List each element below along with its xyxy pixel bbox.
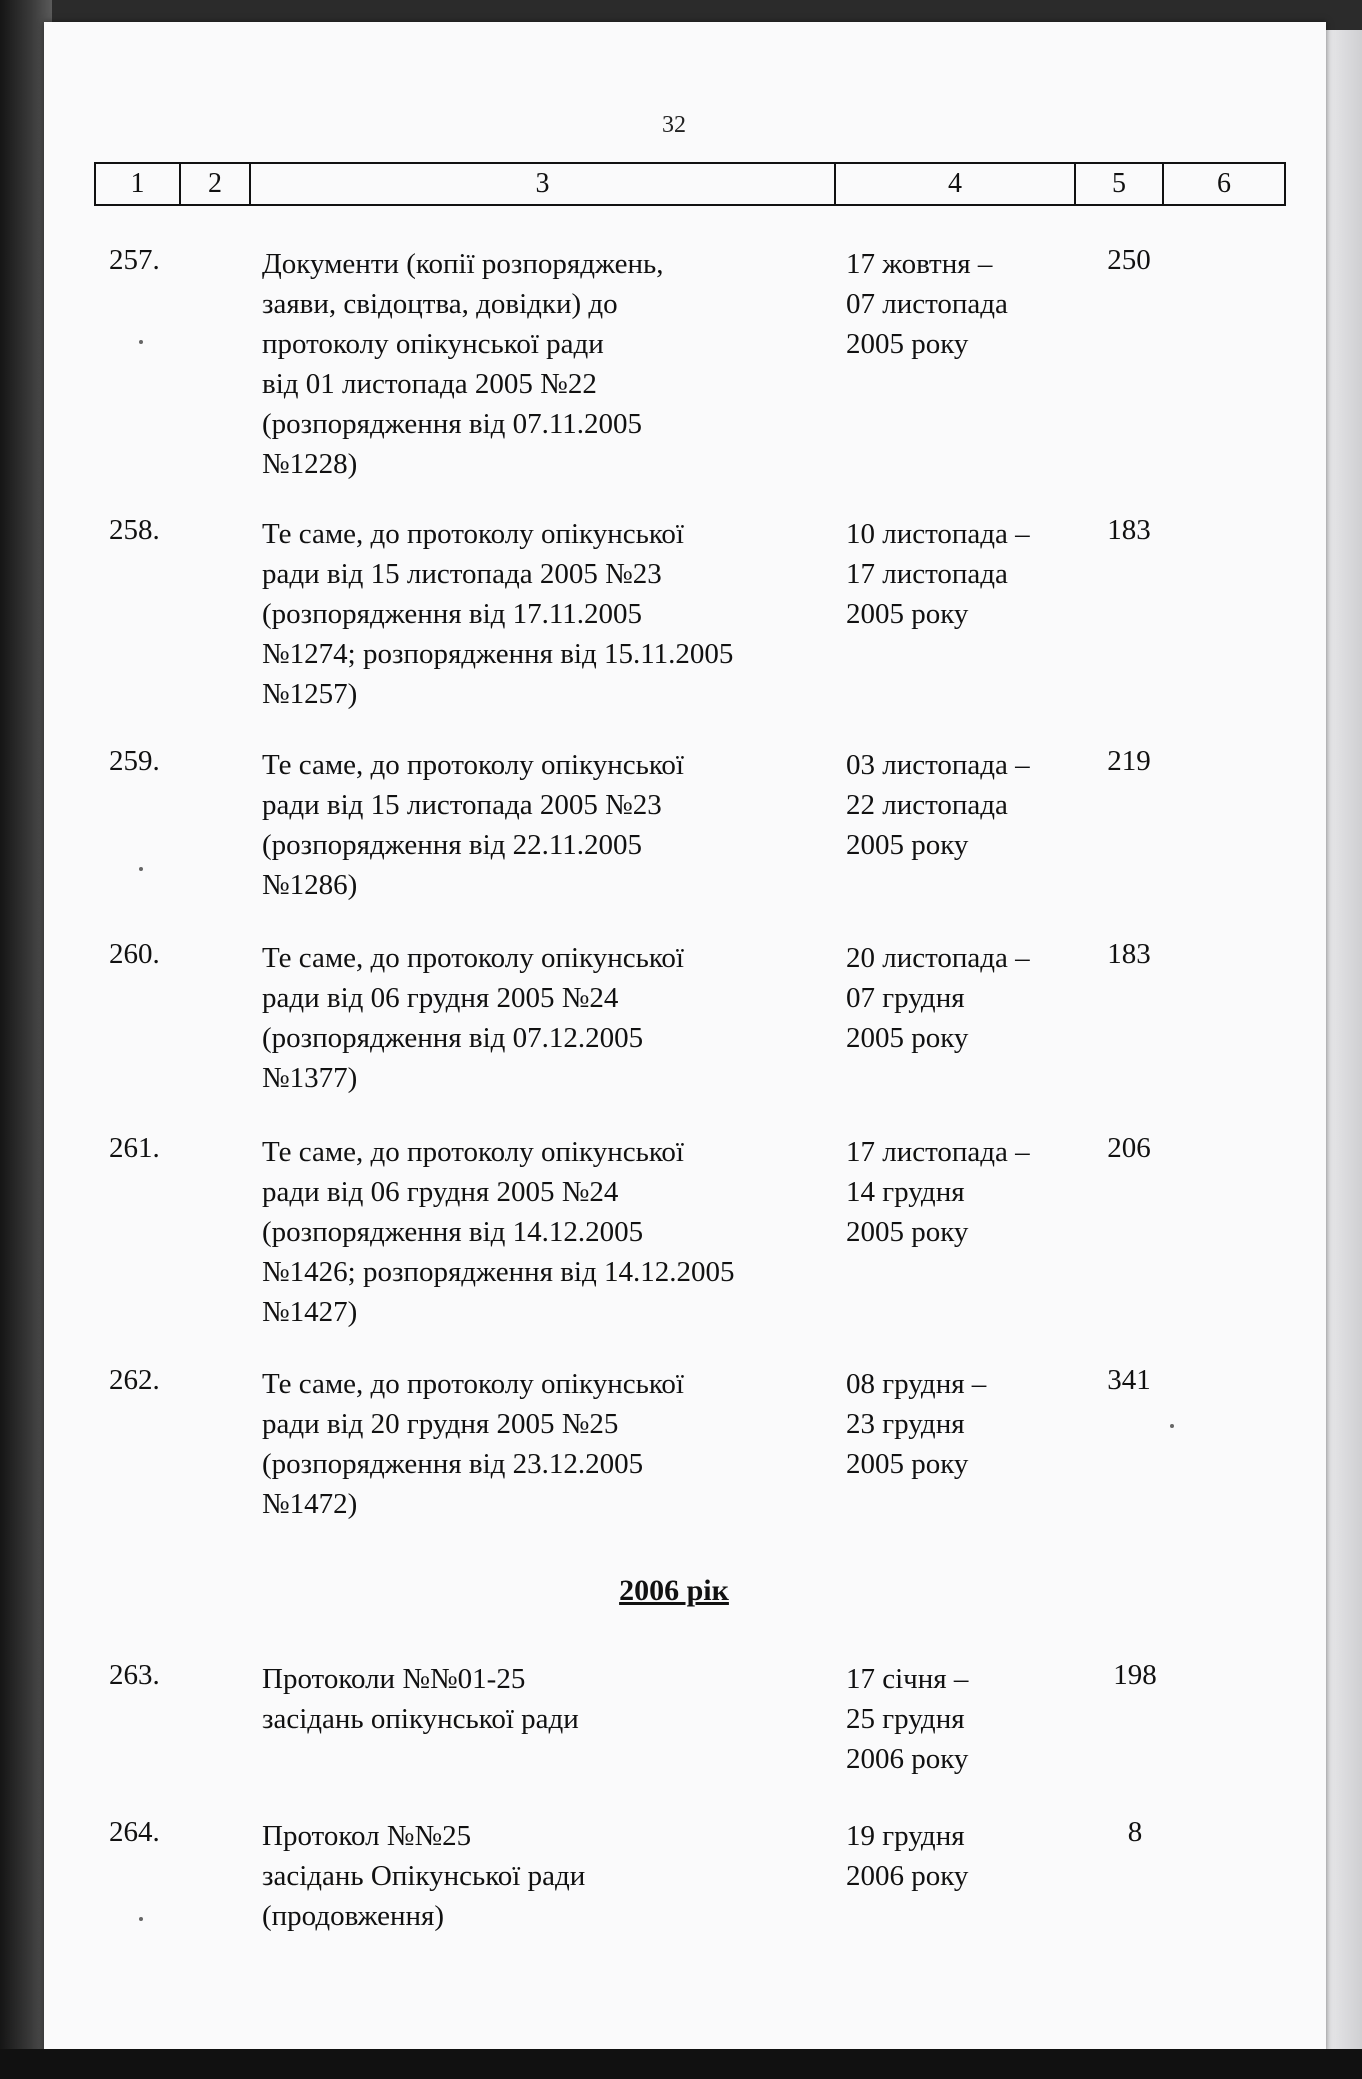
entry-number: 262. <box>109 1364 160 1396</box>
entry-number: 258. <box>109 514 160 546</box>
title-line: (продовження) <box>262 1900 445 1932</box>
entry-sheets: 341 <box>1107 1364 1151 1396</box>
page-number: 32 <box>662 112 686 138</box>
title-line: №1377) <box>262 1062 358 1094</box>
title-line: Те саме, до протоколу опікунської <box>262 518 684 550</box>
title-line: (розпорядження від 17.11.2005 <box>262 598 643 630</box>
title-line: протоколу опікунської ради <box>262 328 604 360</box>
title-line: засідань опікунської ради <box>262 1703 579 1735</box>
title-line: ради від 15 листопада 2005 №23 <box>262 789 662 821</box>
year-heading: 2006 рік <box>619 1574 729 1607</box>
date-line: 10 листопада – <box>846 518 1030 550</box>
entry-number: 260. <box>109 938 160 970</box>
date-line: 17 січня – <box>846 1663 969 1695</box>
paper-speck <box>139 867 143 871</box>
entry-number: 264. <box>109 1816 160 1848</box>
date-line: 17 жовтня – <box>846 248 993 280</box>
title-line: Документи (копії розпоряджень, <box>262 248 664 280</box>
title-line: (розпорядження від 07.12.2005 <box>262 1022 644 1054</box>
entry-sheets: 219 <box>1107 745 1151 777</box>
date-line: 2005 року <box>846 328 969 360</box>
title-line: Те саме, до протоколу опікунської <box>262 1368 684 1400</box>
page-right-edge <box>1326 30 1362 2050</box>
date-line: 07 листопада <box>846 288 1008 320</box>
scanner-bottom-edge <box>0 2049 1362 2079</box>
title-line: №1426; розпорядження від 14.12.2005 <box>262 1256 735 1288</box>
entry-number: 261. <box>109 1132 160 1164</box>
date-line: 2005 року <box>846 1022 969 1054</box>
title-line: ради від 20 грудня 2005 №25 <box>262 1408 619 1440</box>
entry-dates <box>846 1816 1076 1896</box>
column-header-5: 5 <box>1075 163 1163 205</box>
entry-title <box>262 1659 862 1739</box>
entry-dates <box>846 745 1076 865</box>
title-line: №1257) <box>262 678 358 710</box>
document-page <box>44 22 1326 2052</box>
date-line: 2006 року <box>846 1743 969 1775</box>
entry-sheets: 183 <box>1107 514 1151 546</box>
entry-title <box>262 514 862 714</box>
title-line: Те саме, до протоколу опікунської <box>262 749 684 781</box>
entry-sheets: 206 <box>1107 1132 1151 1164</box>
title-line: заяви, свідоцтва, довідки) до <box>262 288 618 320</box>
title-line: №1286) <box>262 869 358 901</box>
title-line: ради від 06 грудня 2005 №24 <box>262 982 619 1014</box>
column-header-3: 3 <box>250 163 835 205</box>
title-line: №1427) <box>262 1296 358 1328</box>
title-line: Те саме, до протоколу опікунської <box>262 942 684 974</box>
column-header-4: 4 <box>835 163 1075 205</box>
date-line: 19 грудня <box>846 1820 965 1852</box>
entry-dates <box>846 244 1076 364</box>
date-line: 2005 року <box>846 1448 969 1480</box>
title-line: засідань Опікунської ради <box>262 1860 586 1892</box>
title-line: Протокол №№25 <box>262 1820 472 1852</box>
date-line: 17 листопада – <box>846 1136 1030 1168</box>
date-line: 14 грудня <box>846 1176 965 1208</box>
entry-sheets: 183 <box>1107 938 1151 970</box>
entry-title <box>262 745 862 905</box>
title-line: (розпорядження від 07.11.2005 <box>262 408 643 440</box>
entry-dates <box>846 938 1076 1058</box>
date-line: 03 листопада – <box>846 749 1030 781</box>
entry-sheets: 198 <box>1113 1659 1157 1691</box>
title-line: ради від 06 грудня 2005 №24 <box>262 1176 619 1208</box>
date-line: 22 листопада <box>846 789 1008 821</box>
date-line: 08 грудня – <box>846 1368 987 1400</box>
title-line: №1274; розпорядження від 15.11.2005 <box>262 638 734 670</box>
entry-number: 259. <box>109 745 160 777</box>
entry-sheets: 250 <box>1107 244 1151 276</box>
entry-title <box>262 244 862 484</box>
entry-title <box>262 1132 862 1332</box>
date-line: 20 листопада – <box>846 942 1030 974</box>
date-line: 2005 року <box>846 1216 969 1248</box>
date-line: 23 грудня <box>846 1408 965 1440</box>
column-header-6: 6 <box>1163 163 1285 205</box>
entry-sheets: 8 <box>1127 1816 1143 1848</box>
title-line: Протоколи №№01-25 <box>262 1663 526 1695</box>
title-line: №1228) <box>262 448 358 480</box>
date-line: 2006 року <box>846 1860 969 1892</box>
title-line: Те саме, до протоколу опікунської <box>262 1136 684 1168</box>
entry-number: 257. <box>109 244 160 276</box>
column-header-row <box>94 162 1286 206</box>
paper-speck <box>1170 1424 1174 1428</box>
date-line: 25 грудня <box>846 1703 965 1735</box>
title-line: (розпорядження від 22.11.2005 <box>262 829 643 861</box>
title-line: №1472) <box>262 1488 358 1520</box>
title-line: (розпорядження від 14.12.2005 <box>262 1216 644 1248</box>
entry-dates <box>846 1364 1076 1484</box>
paper-speck <box>139 1917 143 1921</box>
date-line: 2005 року <box>846 829 969 861</box>
title-line: ради від 15 листопада 2005 №23 <box>262 558 662 590</box>
entry-dates <box>846 1659 1076 1779</box>
entry-number: 263. <box>109 1659 160 1691</box>
entry-dates <box>846 1132 1076 1252</box>
date-line: 2005 року <box>846 598 969 630</box>
title-line: (розпорядження від 23.12.2005 <box>262 1448 644 1480</box>
paper-speck <box>139 340 143 344</box>
entry-title <box>262 1364 862 1524</box>
column-header-2: 2 <box>180 163 250 205</box>
title-line: від 01 листопада 2005 №22 <box>262 368 597 400</box>
date-line: 17 листопада <box>846 558 1008 590</box>
entry-title <box>262 1816 862 1936</box>
column-header-1: 1 <box>95 163 180 205</box>
date-line: 07 грудня <box>846 982 965 1014</box>
entry-dates <box>846 514 1076 634</box>
entry-title <box>262 938 862 1098</box>
